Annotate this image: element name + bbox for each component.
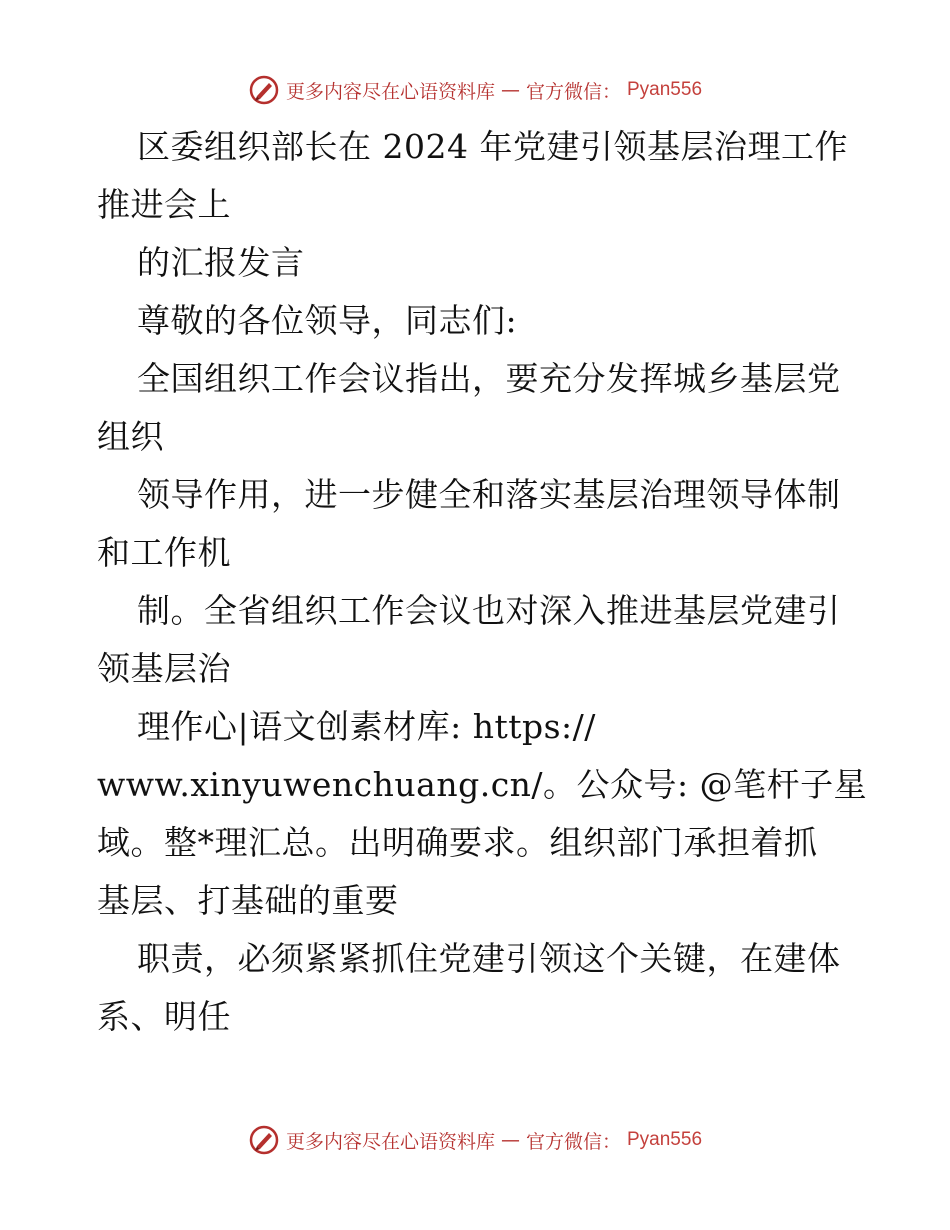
pen-logo-icon <box>248 74 280 106</box>
doc-line-14: 基层、打基础的重要 <box>97 881 399 920</box>
doc-line-10: 领基层治 <box>97 649 231 688</box>
doc-line-12: www.xinyuwenchuang.cn/。公众号: @笔杆子星 <box>97 765 868 804</box>
doc-line-6: 组织 <box>97 417 164 456</box>
footer-separator: — <box>500 1129 520 1151</box>
header-wechat-id: Pyan556 <box>627 79 703 100</box>
footer-wechat-id: Pyan556 <box>627 1129 703 1150</box>
doc-line-8: 和工作机 <box>97 533 231 572</box>
pen-logo-icon <box>248 1124 280 1156</box>
doc-line-2: 推进会上 <box>97 185 231 224</box>
doc-line-16: 系、明任 <box>97 997 231 1036</box>
footer-main-text: 更多内容尽在心语资料库 <box>285 1130 495 1153</box>
doc-line-4: 尊敬的各位领导，同志们: <box>137 301 518 340</box>
header-main-text: 更多内容尽在心语资料库 <box>285 80 495 103</box>
doc-line-9: 制。全省组织工作会议也对深入推进基层党建引 <box>137 591 841 630</box>
footer-wechat-label: 官方微信： <box>525 1130 621 1153</box>
doc-line-11: 理作心|语文创素材库: https:// <box>137 707 596 746</box>
header-separator: — <box>500 79 520 101</box>
footer-banner <box>0 1122 950 1158</box>
doc-line-1: 区委组织部长在 2024 年党建引领基层治理工作 <box>137 127 848 166</box>
document-body <box>97 118 868 1046</box>
doc-line-15: 职责，必须紧紧抓住党建引领这个关键，在建体 <box>137 939 841 978</box>
doc-line-5: 全国组织工作会议指出，要充分发挥城乡基层党 <box>137 359 841 398</box>
doc-line-13: 域。整*理汇总。出明确要求。组织部门承担着抓 <box>97 823 818 862</box>
header-banner <box>0 72 950 108</box>
header-wechat-label: 官方微信： <box>525 80 621 103</box>
doc-line-7: 领导作用，进一步健全和落实基层治理领导体制 <box>137 475 841 514</box>
doc-line-3: 的汇报发言 <box>137 243 305 282</box>
